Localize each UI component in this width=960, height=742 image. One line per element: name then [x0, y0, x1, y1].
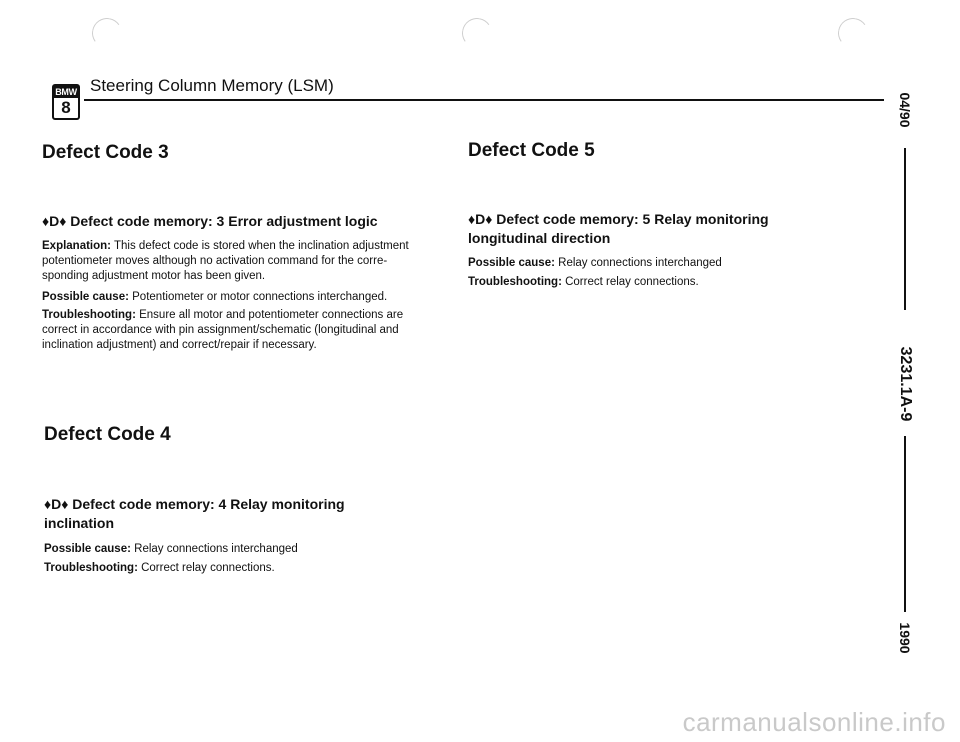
defect-code-4-cause	[44, 542, 424, 557]
troubleshooting-label: Troubleshooting:	[468, 276, 562, 288]
troubleshooting-label: Troubleshooting:	[44, 562, 138, 574]
logo-top-text: BMW	[55, 87, 77, 97]
defect-code-5-memory-line: ♦D♦ Defect code memory: 5 Relay monitoring longitudinal direction	[468, 211, 769, 246]
troubleshooting-text: Correct relay connections.	[141, 562, 275, 574]
watermark-text: carmanualsonline.info	[682, 707, 946, 737]
scan-hole-mark	[90, 16, 125, 51]
troubleshooting-text: Correct relay connections.	[565, 276, 699, 288]
scan-hole-mark	[836, 16, 871, 51]
header-divider	[84, 99, 884, 101]
defect-code-5-cause	[468, 256, 848, 271]
logo-number: 8	[61, 98, 71, 117]
side-date-label: 04/90	[897, 92, 913, 128]
defect-code-5-title: Defect Code 5	[468, 140, 595, 161]
side-rule	[904, 148, 906, 310]
defect-code-3-explanation	[42, 239, 420, 284]
defect-code-4-memory-line: ♦D♦ Defect code memory: 4 Relay monitoring inclination	[44, 496, 345, 531]
defect-code-3-troubleshooting	[42, 308, 420, 353]
cause-text: Potentiometer or motor connections interchanged.	[132, 291, 388, 303]
troubleshooting-label: Troubleshooting:	[42, 309, 136, 321]
cause-text: Relay connections interchanged	[134, 543, 298, 555]
side-page-reference: 3231.1A-9	[897, 346, 914, 422]
explanation-label: Explanation:	[42, 240, 112, 252]
cause-label: Possible cause:	[468, 257, 555, 269]
defect-code-3-title: Defect Code 3	[42, 142, 169, 163]
side-rule	[904, 436, 906, 612]
troubleshooting-text: Ensure all motor and potentiometer connections are correct in accordance with pin assignment/schematic (longitudinal and inclination adjustment) and correct/repair if necessary.	[42, 309, 404, 351]
page-title: Steering Column Memory (LSM)	[90, 76, 334, 95]
scan-hole-mark	[460, 16, 495, 51]
side-year-label: 1990	[897, 622, 913, 654]
cause-label: Possible cause:	[44, 543, 131, 555]
cause-label: Possible cause:	[42, 291, 129, 303]
explanation-text: This defect code is stored when the inclination adjustment potentiometer moves although no activation command for the corre-sponding adjustment motor has been given.	[42, 240, 409, 282]
defect-code-3-cause	[42, 290, 420, 305]
cause-text: Relay connections interchanged	[558, 257, 722, 269]
defect-code-4-title: Defect Code 4	[44, 424, 171, 445]
bmw-logo-icon	[52, 84, 80, 120]
defect-code-5-troubleshooting	[468, 275, 848, 290]
defect-code-4-troubleshooting	[44, 561, 424, 576]
defect-code-3-memory-line: ♦D♦ Defect code memory: 3 Error adjustment logic	[42, 213, 378, 229]
